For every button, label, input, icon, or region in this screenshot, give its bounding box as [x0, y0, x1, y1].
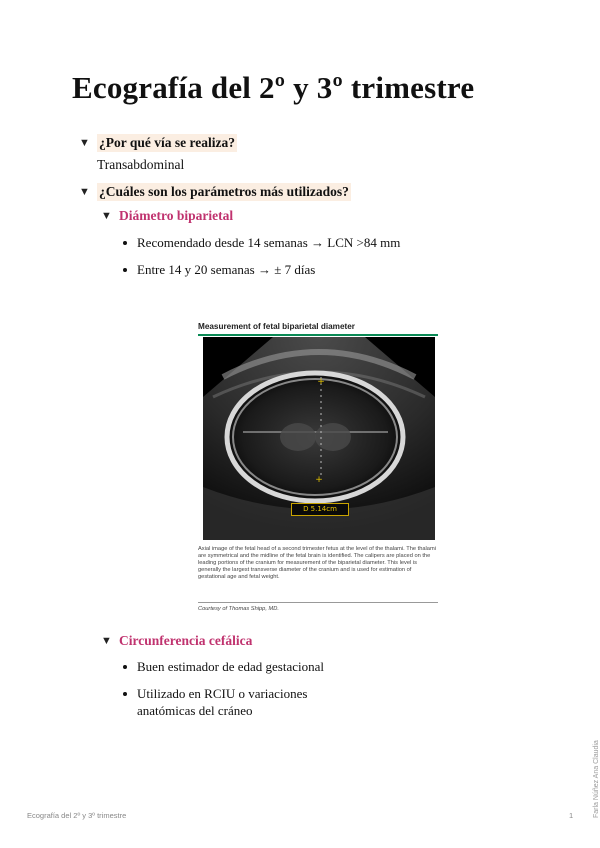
triangle-down-icon[interactable]: ▼	[101, 210, 112, 222]
figure-credit: Courtesy of Thomas Shipp, MD.	[198, 606, 279, 612]
figure-caption: Axial image of the fetal head of a second trimester fetus at the level of the thalami. The thalami are symmetrical and the midline of the fetal brain is identified. The calipers are placed on the leading portions of the cranium for measurement of the biparietal diameter. This level is generally the largest transverse diameter of the cranium and is used for estimation of gestational age and fetal weight.	[198, 546, 436, 580]
bullet-list-biparietal	[120, 234, 400, 288]
subheading-circunferencia-cefalica: Circunferencia cefálica	[119, 633, 253, 648]
page-title: Ecografía del 2º y 3º trimestre	[72, 70, 475, 105]
list-item: Entre 14 y 20 semanas → ± 7 días	[120, 261, 400, 278]
toggle-question-via: ¿Por qué vía se realiza?	[99, 135, 235, 150]
list-item: Buen estimador de edad gestacional	[120, 658, 360, 675]
page-number: 1	[569, 811, 574, 820]
bullet-list-circunferencia	[120, 658, 360, 729]
svg-text:+: +	[315, 475, 323, 485]
toggle-via[interactable]	[79, 134, 237, 152]
subheading-diametro-biparietal: Diámetro biparietal	[119, 208, 234, 223]
list-item: Recomendado desde 14 semanas → LCN >84 mm	[120, 234, 400, 251]
figure-title: Measurement of fetal biparietal diameter	[198, 322, 355, 331]
toggle-diametro-biparietal[interactable]	[101, 208, 233, 224]
measurement-label: D 5.14cm	[291, 503, 349, 516]
list-item: Utilizado en RCIU o variaciones anatómicas del cráneo	[120, 685, 360, 719]
triangle-down-icon[interactable]: ▼	[79, 186, 90, 198]
figure-biparietal	[198, 322, 440, 614]
toggle-parametros[interactable]	[79, 183, 351, 201]
figure-divider	[198, 602, 438, 603]
toggle-question-parametros: ¿Cuáles son los parámetros más utilizados?	[99, 184, 349, 199]
svg-text:+: +	[317, 377, 325, 387]
triangle-down-icon[interactable]: ▼	[101, 635, 112, 647]
toggle-circunferencia-cefalica[interactable]	[101, 633, 252, 649]
footer-doc-title: Ecografía del 2º y 3º trimestre	[27, 811, 127, 820]
answer-via: Transabdominal	[97, 157, 185, 172]
triangle-down-icon[interactable]: ▼	[79, 137, 90, 149]
ultrasound-image	[203, 337, 435, 540]
figure-rule	[198, 334, 438, 336]
side-author-watermark: Farla Núñez Ana Claudia	[593, 740, 600, 818]
